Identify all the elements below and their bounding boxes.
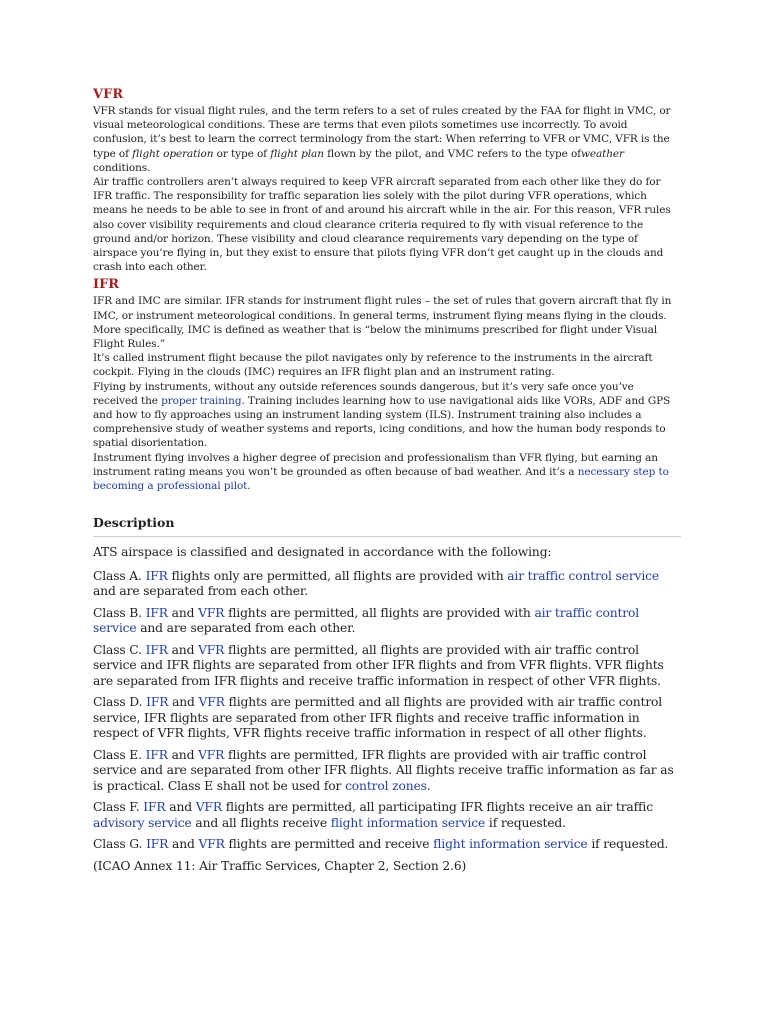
ifr-link[interactable]: IFR (145, 605, 168, 620)
control-zones-link[interactable]: control zones (345, 778, 427, 793)
icao-citation: (ICAO Annex 11: Air Traffic Services, Chapter 2, Section 2.6) (93, 858, 467, 873)
text: and (167, 747, 199, 762)
text: and are separated from each other. (93, 584, 309, 599)
ifr-link[interactable]: IFR (145, 642, 168, 657)
text: VFR stands for visual flight rules, and the term refers to a set of rules created by the FAA for flight in VMC, or visual meteorological conditions. These are terms that even pilots sometimes use incorrectly. To avoid confusion, it’s best to learn the correct terminology from the start: When referring to VFR or VMC, VFR is the type of (93, 105, 671, 160)
text: and (167, 642, 199, 657)
text: . (247, 480, 251, 493)
vfr-heading: VFR (93, 87, 124, 102)
ifr-paragraph-1: IFR and IMC are similar. IFR stands for instrument flight rules – the set of rules that govern aircraft that fly in IMC, or instrument meteorological conditions. In general terms, instrument flying means flying in the clouds. More specifically, IMC is defined as weather that is “below the minimums prescribed for flight under Visual Flight Rules.” (93, 295, 672, 351)
vfr-paragraph-1 (93, 104, 681, 175)
emphasis-flight-plan: flight plan (270, 147, 324, 160)
advisory-service-link[interactable]: advisory service (93, 815, 192, 830)
vfr-link[interactable]: VFR (198, 695, 225, 710)
emphasis-flight-operation: flight operation (132, 147, 214, 160)
flight-information-service-link[interactable]: flight information service (433, 837, 588, 852)
atc-service-link[interactable]: air traffic control service (507, 568, 660, 583)
class-c-paragraph (93, 643, 681, 690)
class-e-paragraph (93, 748, 681, 795)
description-intro: ATS airspace is classified and designated in accordance with the following: (93, 545, 552, 560)
vfr-link[interactable]: VFR (198, 837, 225, 852)
document-page (93, 86, 681, 880)
text: Flying by instruments, without any outside references sounds dangerous, but it’s very safe once you’ve received the (93, 380, 634, 407)
vfr-link[interactable]: VFR (195, 800, 222, 815)
ifr-paragraph-2: It’s called instrument flight because the pilot navigates only by reference to the instruments in the aircraft cockpit. Flying in the clouds (IMC) requires an IFR flight plan and an instrument rating. (93, 352, 653, 379)
ifr-link[interactable]: IFR (146, 837, 169, 852)
class-label: Class G. (93, 837, 143, 852)
vfr-paragraph-2: Air traffic controllers aren’t always required to keep VFR aircraft separated from each other like they do for IFR traffic. The responsibility for traffic separation lies solely with the pilot during VFR operations, which means he needs to be able to see in front of and around his aircraft while in the air. For this reason, VFR rules also cover visibility requirements and cloud clearance criteria required to fly with visual reference to the ground and/or horizon. These visibility and cloud clearance requirements vary depending on the type of airspace you’re flying in, but they exist to ensure that pilots flying VFR don’t get caught up in the clouds and crash into each other. (93, 176, 671, 274)
ifr-link[interactable]: IFR (146, 695, 169, 710)
atc-service-link[interactable]: air traffic control service (93, 605, 640, 636)
text: flights are permitted, all flights are provided with (224, 605, 535, 620)
text: and (165, 800, 196, 815)
text: Instrument flying involves a higher degree of precision and professionalism than VFR flying, but earning an instrument rating means you won’t be grounded as often because of bad weather. And it’s a (93, 451, 658, 478)
class-label: Class B. (93, 605, 142, 620)
class-label: Class C. (93, 642, 142, 657)
text: or type of (213, 147, 271, 160)
text: conditions. (93, 161, 151, 174)
class-label: Class F. (93, 800, 140, 815)
text: flights are permitted, all participating IFR flights receive an air traffic (221, 800, 653, 815)
vfr-link[interactable]: VFR (198, 747, 225, 762)
class-label: Class E. (93, 747, 142, 762)
vfr-link[interactable]: VFR (198, 642, 225, 657)
class-b-paragraph (93, 606, 681, 637)
proper-training-link[interactable]: proper training (161, 394, 242, 407)
class-label: Class A. (93, 568, 142, 583)
class-f-paragraph (93, 800, 681, 831)
text: flights are permitted and receive (224, 837, 434, 852)
text: flights are permitted, IFR flights are provided with air traffic control service and are separated from other IFR flights. All flights receive traffic information as far as is practical. Class E shall not be used for (93, 747, 674, 793)
text: flights are permitted and all flights are provided with air traffic control service, IFR flights are separated from other IFR flights and receive traffic information in respect of VFR flights, VFR flights receive traffic information in respect of all other flights. (93, 695, 663, 741)
text: and (167, 605, 199, 620)
vfr-section (93, 86, 681, 493)
flight-information-service-link[interactable]: flight information service (330, 815, 486, 830)
text: . Training includes learning how to use navigational aids like VORs, ADF and GPS and how to fly approaches using an instrument landing system (ILS). Instrument training also includes a comprehensive study of weather systems and reports, icing conditions, and how the human body responds to spatial disorientation. (93, 394, 671, 450)
text: if requested. (485, 815, 566, 830)
ifr-paragraph-4 (93, 451, 681, 494)
text: and are separated from each other. (136, 621, 356, 636)
class-a-paragraph (93, 569, 681, 600)
ifr-heading: IFR (93, 277, 120, 293)
text: and all flights receive (191, 815, 331, 830)
text: if requested. (587, 837, 669, 852)
class-label: Class D. (93, 695, 143, 710)
professional-pilot-link[interactable]: necessary step to becoming a professional pilot (93, 465, 669, 493)
text: . (426, 778, 431, 793)
class-g-paragraph (93, 837, 681, 853)
class-d-paragraph (93, 695, 681, 742)
ifr-paragraph-3 (93, 380, 681, 451)
ifr-link[interactable]: IFR (145, 747, 168, 762)
description-heading: Description (93, 515, 681, 537)
description-section (93, 515, 681, 874)
emphasis-weather: weather (580, 147, 624, 160)
ifr-link[interactable]: IFR (145, 568, 168, 583)
text: and (168, 837, 199, 852)
text: flights only are permitted, all flights are provided with (167, 568, 508, 583)
text: flights are permitted, all flights are provided with air traffic control service and IFR flights are separated from other IFR flights and from VFR flights. VFR flights are separated from IFR flights and receive traffic information in respect of other VFR flights. (93, 642, 664, 688)
text: and (168, 695, 199, 710)
text: flown by the pilot, and VMC refers to the type of (323, 147, 581, 160)
ifr-link[interactable]: IFR (143, 800, 166, 815)
vfr-link[interactable]: VFR (198, 605, 225, 620)
